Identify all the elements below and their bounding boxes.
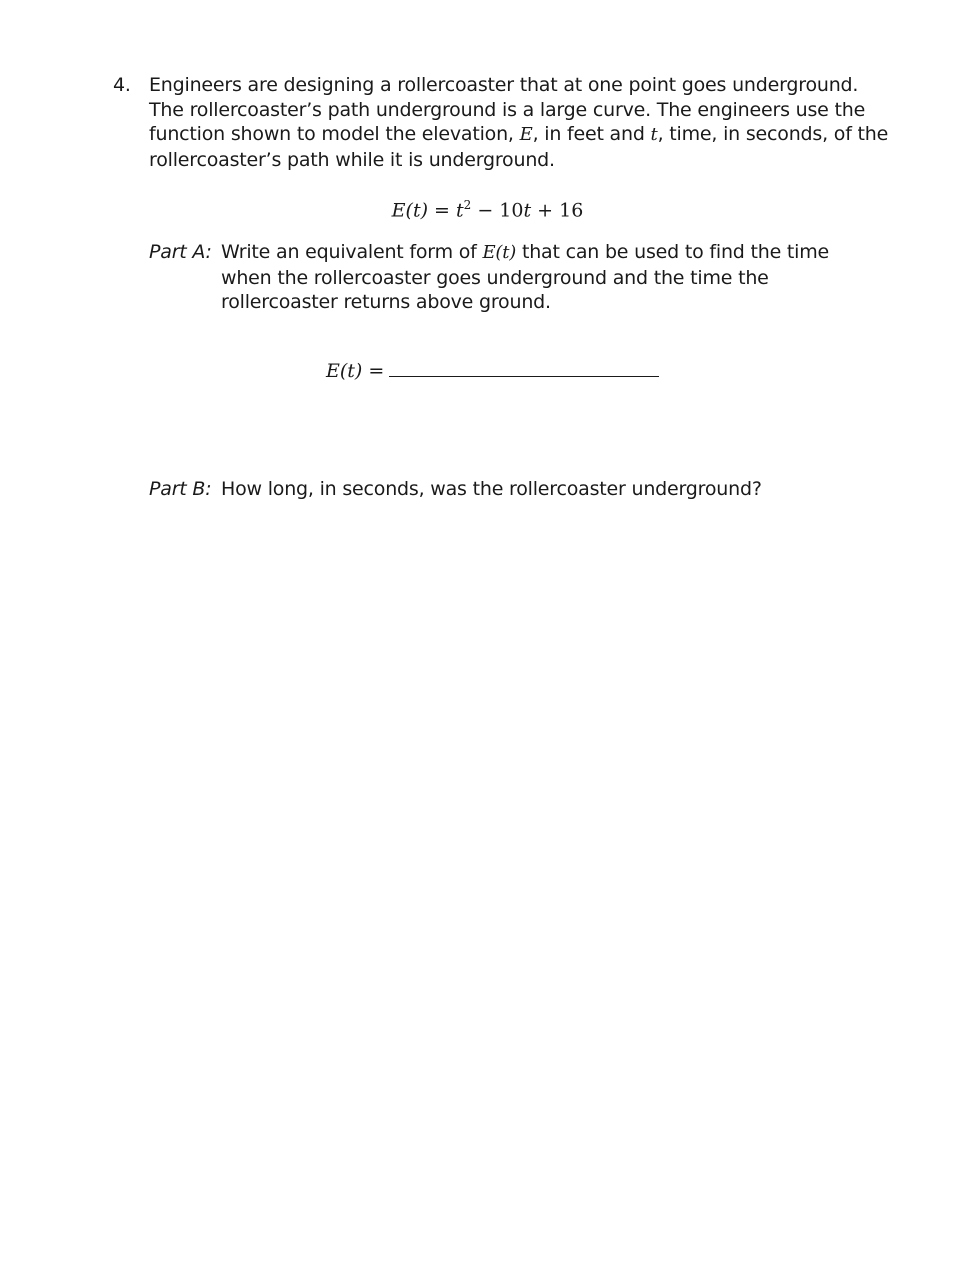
part-a-text-2: that can be used to find the time when the rollercoaster goes underground and the time the rollercoaster returns above ground.	[221, 241, 830, 313]
answer-blank[interactable]	[389, 358, 659, 377]
answer-equals: =	[368, 360, 385, 382]
answer-lhs: E(t)	[326, 360, 363, 382]
part-a-answer-line	[326, 358, 659, 384]
equation-term-a: − 10	[471, 199, 524, 222]
part-a-text-1: Write an equivalent form of	[221, 241, 483, 263]
question-text-part-2: , in feet and	[532, 123, 651, 145]
part-a-label: Part A:	[149, 241, 212, 263]
question-number: 4.	[113, 74, 131, 96]
equation-t: t	[456, 199, 464, 222]
question-text	[149, 73, 889, 172]
equation-equals: =	[428, 199, 457, 222]
part-b-prompt: How long, in seconds, was the rollercoaster underground?	[221, 478, 762, 500]
variable-e: E	[519, 124, 533, 145]
question-text-part-1: Engineers are designing a rollercoaster that at one point goes underground. The rollercoaster’s path underground is a large curve. The engineers use the function shown to model the elevation,	[149, 74, 866, 145]
equation-term-t: t	[523, 199, 532, 222]
equation-exponent: 2	[463, 198, 472, 212]
function-equation	[0, 192, 979, 223]
part-a-prompt	[221, 240, 881, 315]
part-a-expression: E(t)	[482, 242, 517, 263]
equation-lhs: E(t)	[391, 199, 429, 222]
variable-t: t	[650, 124, 658, 145]
part-b-label: Part B:	[149, 478, 212, 500]
question-text-part-3: , time, in seconds, of the rollercoaster’s path while it is underground.	[149, 123, 889, 171]
equation-term-b: + 16	[531, 199, 584, 222]
